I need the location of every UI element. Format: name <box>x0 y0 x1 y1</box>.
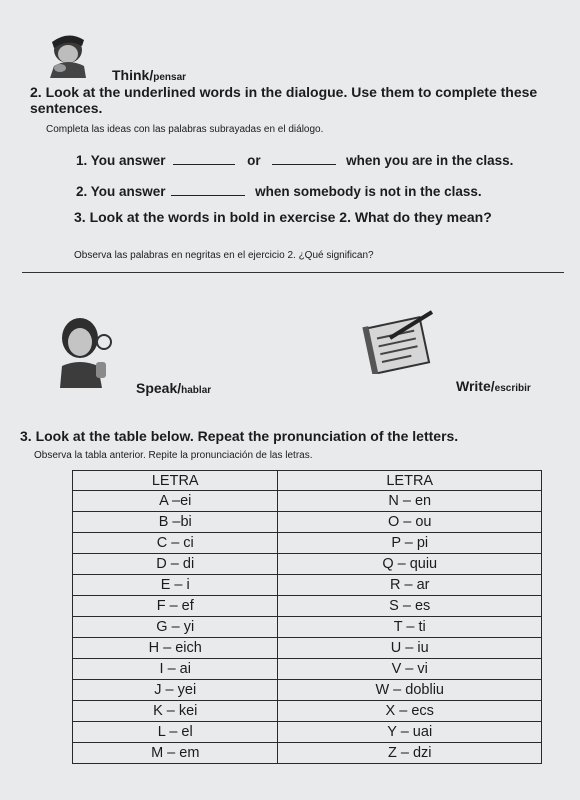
think-label <box>112 67 186 83</box>
table-cell: U – iu <box>278 638 542 659</box>
sentence-2-blank[interactable] <box>171 183 245 196</box>
speak-label-sub: hablar <box>181 385 212 396</box>
speaking-person-icon <box>52 308 120 388</box>
sentence-1-blank-b[interactable] <box>272 152 336 165</box>
write-label-sub: escribir <box>494 383 531 394</box>
table-cell: M – em <box>73 743 278 764</box>
question-3b-title: 3. Look at the table below. Repeat the pronunciation of the letters. <box>20 428 459 444</box>
sentence-1-start: 1. You answer <box>76 153 166 168</box>
think-label-text: Think/ <box>112 67 154 83</box>
table-cell: Y – uai <box>278 722 542 743</box>
table-cell: A –ei <box>73 491 278 512</box>
question-2-title: 2. Look at the underlined words in the dialogue. Use them to complete these sentences. <box>30 84 538 116</box>
sentence-1-blank-a[interactable] <box>173 152 235 165</box>
question-3b-subtitle: Observa la tabla anterior. Repite la pronunciación de las letras. <box>34 450 313 461</box>
table-row <box>73 617 542 638</box>
table-cell: X – ecs <box>278 701 542 722</box>
table-row <box>73 701 542 722</box>
table-row <box>73 533 542 554</box>
table-cell: I – ai <box>73 659 278 680</box>
table-cell: W – dobliu <box>278 680 542 701</box>
table-cell: F – ef <box>73 596 278 617</box>
table-row <box>73 554 542 575</box>
table-row <box>73 491 542 512</box>
table-row <box>73 638 542 659</box>
table-row <box>73 680 542 701</box>
table-cell: H – eich <box>73 638 278 659</box>
question-2-subtitle: Completa las ideas con las palabras subrayadas en el diálogo. <box>46 124 324 135</box>
table-header-row <box>73 471 542 491</box>
table-row <box>73 596 542 617</box>
table-cell: N – en <box>278 491 542 512</box>
sentence-2-start: 2. You answer <box>76 184 166 199</box>
table-cell: S – es <box>278 596 542 617</box>
writing-paper-icon <box>360 308 438 374</box>
table-row <box>73 512 542 533</box>
question-3a-subtitle: Observa las palabras en negritas en el ejercicio 2. ¿Qué significan? <box>74 250 374 261</box>
thinking-person-icon <box>38 28 96 78</box>
answer-line[interactable] <box>22 272 564 273</box>
table-cell: T – ti <box>278 617 542 638</box>
table-row <box>73 722 542 743</box>
table-cell: O – ou <box>278 512 542 533</box>
table-cell: K – kei <box>73 701 278 722</box>
table-cell: J – yei <box>73 680 278 701</box>
table-cell: V – vi <box>278 659 542 680</box>
sentence-1-end: when you are in the class. <box>346 153 514 168</box>
speak-label-text: Speak/ <box>136 380 182 396</box>
question-3a-title: 3. Look at the words in bold in exercise 2. What do they mean? <box>74 209 492 225</box>
table-cell: G – yi <box>73 617 278 638</box>
table-cell: P – pi <box>278 533 542 554</box>
table-header-right: LETRA <box>278 471 542 491</box>
table-cell: C – ci <box>73 533 278 554</box>
table-cell: L – el <box>73 722 278 743</box>
table-cell: Q – quiu <box>278 554 542 575</box>
write-label <box>456 378 531 394</box>
table-cell: R – ar <box>278 575 542 596</box>
table-cell: D – di <box>73 554 278 575</box>
table-cell: Z – dzi <box>278 743 542 764</box>
table-row <box>73 659 542 680</box>
table-cell: E – i <box>73 575 278 596</box>
table-row <box>73 575 542 596</box>
letters-table <box>72 470 542 764</box>
sentence-1-or: or <box>247 153 261 168</box>
sentence-2-end: when somebody is not in the class. <box>255 184 482 199</box>
think-label-sub: pensar <box>153 72 187 83</box>
table-row <box>73 743 542 764</box>
write-label-text: Write/ <box>456 378 495 394</box>
sentence-2 <box>76 183 482 199</box>
table-header-left: LETRA <box>73 471 278 491</box>
table-cell: B –bi <box>73 512 278 533</box>
speak-label <box>136 380 211 396</box>
sentence-1 <box>76 152 513 168</box>
